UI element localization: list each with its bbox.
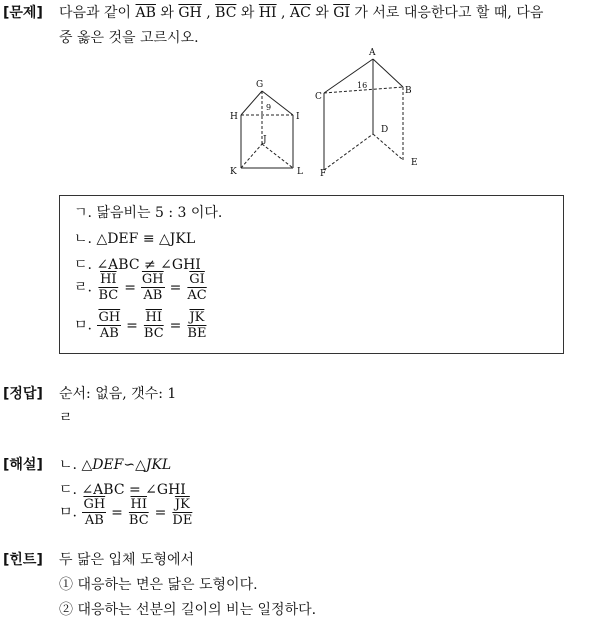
fraction: [97, 310, 121, 341]
segment-gh: $\overline{GH}$: [178, 5, 202, 21]
numerator: $\overline{JK}$: [189, 310, 205, 325]
label-c: C: [315, 92, 322, 102]
explanation-line-1: [59, 454, 171, 474]
label-b: B: [405, 86, 412, 96]
measure-right: 16: [357, 81, 368, 90]
option-label: ㄹ.: [74, 279, 92, 296]
label-f: F: [320, 169, 327, 178]
problem-text: 와: [155, 5, 179, 21]
numerator: $\overline{JK}$: [174, 497, 190, 512]
option-2: [74, 228, 195, 248]
denominator: AC: [187, 288, 207, 303]
label-d: D: [381, 125, 389, 135]
denominator: BC: [128, 513, 149, 528]
edge-fd: [324, 134, 373, 170]
answer-tag: [정답]: [3, 386, 43, 402]
denominator: BE: [187, 326, 207, 341]
edge-ab: [373, 59, 403, 87]
option-label: ㄴ.: [74, 231, 92, 247]
explanation-label: ㅁ.: [59, 504, 77, 521]
explanation-tag: [해설]: [3, 457, 43, 473]
problem-line-1: [59, 2, 543, 22]
problem-text: 와: [310, 5, 334, 21]
explanation-text: △DEF∽△JKL: [81, 457, 172, 473]
problem-text: 다음과 같이: [59, 5, 136, 21]
equals-sign: =: [124, 279, 136, 296]
numerator: $\overline{HI}$: [145, 310, 163, 325]
equals-sign: =: [111, 504, 123, 521]
option-text: 닮음비는 5 : 3 이다.: [96, 205, 223, 221]
hint-line-2: ① 대응하는 면은 닮은 도형이다.: [59, 577, 258, 593]
explanation-text: ∠ABC = ∠GHI: [81, 482, 186, 498]
label-k: K: [230, 167, 237, 177]
numerator: $\overline{GH}$: [83, 497, 106, 512]
problem-text: 가 서로 대응한다고 할 때, 다음: [349, 5, 544, 21]
explanation-line-3: [59, 497, 194, 528]
option-5: [74, 310, 208, 341]
option-3: [74, 254, 201, 274]
denominator: AB: [143, 288, 163, 303]
numerator: $\overline{GH}$: [98, 310, 121, 325]
edge-hg: [241, 91, 262, 115]
segment-ab: $\overline{AB}$: [135, 5, 156, 21]
hint-line-1: 두 닮은 입체 도형에서: [59, 552, 195, 568]
label-g: G: [256, 80, 264, 90]
option-1: [74, 202, 222, 222]
option-label: ㅁ.: [74, 317, 92, 334]
denominator: BC: [143, 326, 164, 341]
segment-bc: $\overline{BC}$: [215, 5, 237, 21]
numerator: $\overline{GI}$: [189, 272, 205, 287]
equals-sign: =: [126, 317, 138, 334]
option-label: ㄱ.: [74, 205, 92, 221]
problem-line-2: 중 옳은 것을 고르시오.: [59, 30, 199, 46]
label-i: I: [296, 112, 300, 122]
problem-tag: [문제]: [3, 5, 43, 21]
segment-ac: $\overline{AC}$: [289, 5, 311, 21]
segment-hi: $\overline{HI}$: [258, 5, 277, 21]
measure-left: 9: [266, 103, 272, 112]
equals-sign: =: [169, 279, 182, 296]
segment-gi: $\overline{GI}$: [333, 5, 350, 21]
label-a: A: [369, 48, 376, 58]
hint-tag: [힌트]: [3, 552, 43, 568]
equals-sign: =: [154, 504, 167, 521]
fraction: [128, 497, 150, 528]
edge-kj: [241, 144, 262, 168]
label-j: J: [263, 135, 267, 145]
denominator: DE: [172, 513, 193, 528]
label-e: E: [411, 158, 418, 168]
fraction: [171, 497, 193, 528]
explanation-label: ㄴ.: [59, 457, 82, 473]
fraction: [82, 497, 106, 528]
denominator: AB: [99, 326, 119, 341]
numerator: $\overline{HI}$: [130, 497, 148, 512]
fraction: [186, 310, 207, 341]
problem-text: 와: [236, 5, 259, 21]
option-text: ∠ABC ≠ ∠GHI: [96, 257, 201, 273]
label-h: H: [230, 112, 238, 122]
label-l: L: [297, 167, 303, 177]
denominator: AB: [84, 513, 104, 528]
fraction: [186, 272, 207, 303]
problem-text: ,: [276, 5, 290, 21]
numerator: $\overline{GH}$: [141, 272, 164, 287]
fraction: [97, 272, 119, 303]
prism-figure: [225, 48, 425, 178]
edge-jl: [262, 144, 293, 168]
problem-text: ,: [201, 5, 216, 21]
fraction: [143, 310, 165, 341]
answer-line-1: 순서: 없음, 갯수: 1: [59, 386, 177, 402]
hint-line-3: ② 대응하는 선분의 길이의 비는 일정하다.: [59, 602, 317, 618]
denominator: BC: [98, 288, 119, 303]
equals-sign: =: [169, 317, 182, 334]
answer-line-2: ㄹ: [59, 410, 73, 426]
option-label: ㄷ.: [74, 257, 92, 273]
explanation-line-2: [59, 479, 186, 499]
option-4: [74, 272, 209, 303]
option-text: △DEF ≡ △JKL: [96, 231, 196, 247]
options-box: [59, 195, 564, 354]
explanation-label: ㄷ.: [59, 482, 82, 498]
fraction: [141, 272, 165, 303]
edge-de: [373, 134, 403, 160]
numerator: $\overline{HI}$: [100, 272, 117, 287]
